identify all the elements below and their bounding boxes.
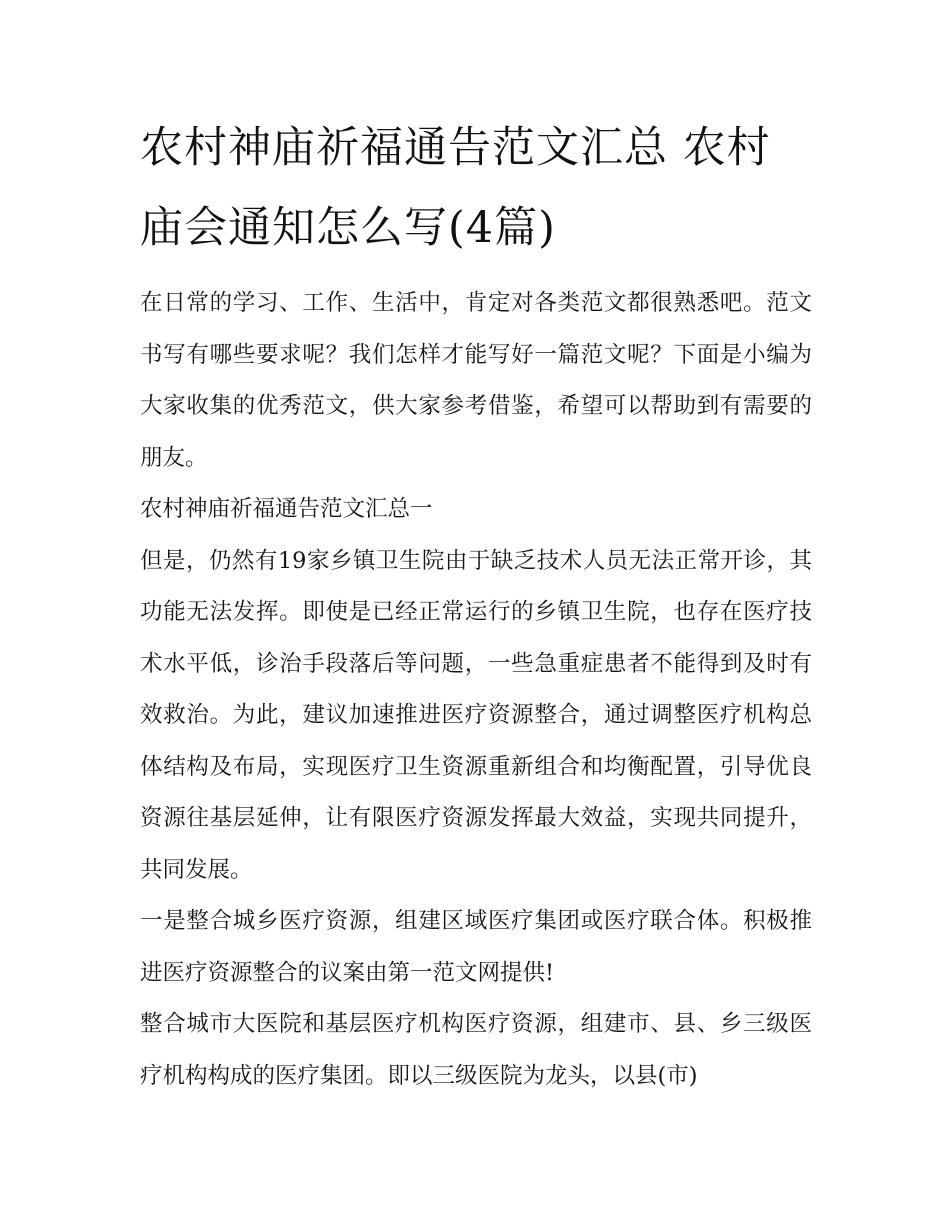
body-paragraph: 一是整合城乡医疗资源，组建区域医疗集团或医疗联合体。积极推进医疗资源整合的议案由第一范文网提供! xyxy=(140,908,812,986)
intro-paragraph: 在日常的学习、工作、生活中，肯定对各类范文都很熟悉吧。范文书写有哪些要求呢？我们怎样才能写好一篇范文呢？下面是小编为大家收集的优秀范文，供大家参考借鉴，希望可以帮助到有需要的朋友。 xyxy=(140,290,812,471)
document-title: 农村神庙祈福通告范文汇总 农村庙会通知怎么写(4篇) xyxy=(140,123,771,253)
document-body xyxy=(140,278,812,1102)
body-paragraph: 但是，仍然有19家乡镇卫生院由于缺乏技术人员无法正常开诊，其功能无法发挥。即使是已经正常运行的乡镇卫生院，也存在医疗技术水平低，诊治手段落后等问题，一些急重症患者不能得到及时有效救治。为此，建议加速推进医疗资源整合，通过调整医疗机构总体结构及布局，实现医疗卫生资源重新组合和均衡配置，引导优良资源往基层延伸，让有限医疗资源发挥最大效益，实现共同提升，共同发展。 xyxy=(140,547,812,883)
body-paragraph: 整合城市大医院和基层医疗机构医疗资源，组建市、县、乡三级医疗机构构成的医疗集团。即以三级医院为龙头，以县(市) xyxy=(140,1011,812,1089)
document-content xyxy=(140,108,812,1102)
section-heading: 农村神庙祈福通告范文汇总一 xyxy=(140,496,433,522)
